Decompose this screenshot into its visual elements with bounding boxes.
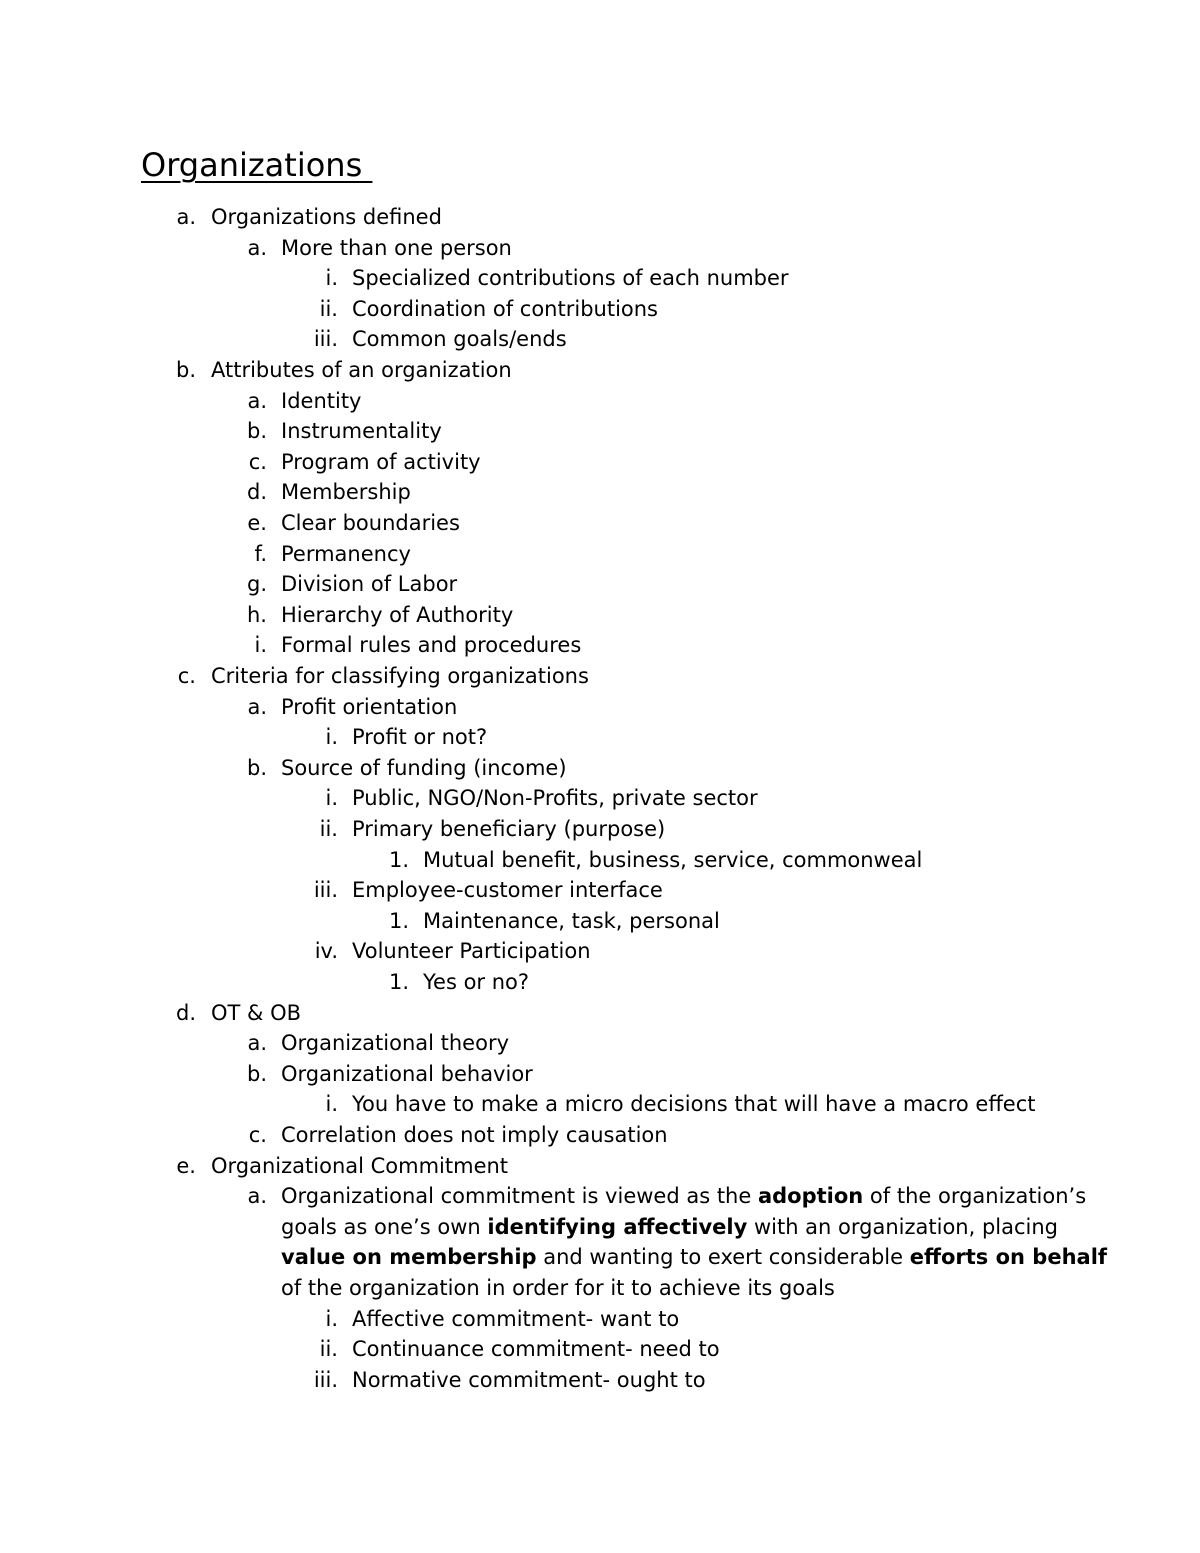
list-item-text: Membership: [281, 480, 411, 505]
list-marker: g.: [246, 572, 267, 597]
list-item-text: Primary beneficiary (purpose): [352, 817, 666, 841]
list-marker: ii.: [319, 296, 338, 321]
list-marker: b.: [175, 358, 196, 382]
list-marker: iii.: [313, 1367, 338, 1392]
list-marker: b.: [246, 1061, 267, 1086]
list-item-text: Maintenance, task, personal: [423, 908, 720, 933]
list-item-text: Specialized contributions of each number: [352, 266, 789, 291]
list-item-text: Coordination of contributions: [352, 296, 658, 321]
list-item-text: Organizational Commitment: [211, 1153, 509, 1178]
text-run: goals as one’s own: [281, 1214, 488, 1239]
list-marker: ii.: [319, 1337, 338, 1362]
text-run: and wanting to exert considerable: [536, 1245, 910, 1270]
list-item-text: Hierarchy of Authority: [281, 602, 514, 627]
list-marker: d.: [246, 480, 267, 505]
list-marker: d.: [175, 1000, 196, 1025]
list-item-text: [281, 1212, 1058, 1243]
list-marker: a.: [247, 235, 267, 260]
text-run: Organizational commitment is viewed as the: [281, 1184, 758, 1209]
list-marker: c.: [177, 664, 196, 688]
list-item-text: Common goals/ends: [352, 327, 567, 352]
bold-term: adoption: [757, 1184, 864, 1209]
list-marker: a.: [247, 694, 267, 719]
list-marker: 1.: [388, 970, 409, 994]
list-item-text: OT & OB: [211, 1000, 302, 1025]
list-marker: a.: [247, 1031, 267, 1056]
list-item-text: Public, NGO/Non-Profits, private sector: [352, 786, 758, 811]
list-item-text: Division of Labor: [281, 572, 458, 597]
list-item-text: Correlation does not imply causation: [281, 1123, 668, 1147]
text-run: of the organization’s: [863, 1184, 1087, 1209]
list-marker: iii.: [313, 878, 338, 903]
list-marker: iii.: [313, 327, 338, 352]
list-marker: i.: [325, 266, 338, 291]
list-item-text: Source of funding (income): [281, 755, 567, 780]
list-marker: i.: [325, 1306, 338, 1331]
text-run: of the organization in order for it to achieve its goals: [281, 1276, 835, 1300]
list-marker: h.: [247, 602, 267, 627]
list-marker: i.: [325, 725, 338, 750]
page-title: Organizations: [141, 146, 373, 184]
bold-term: identifying affectively: [487, 1214, 748, 1239]
list-marker: i.: [325, 1092, 338, 1117]
list-item-text: Identity: [281, 388, 362, 413]
bold-term: value on membership: [281, 1245, 537, 1270]
list-marker: a.: [247, 1184, 267, 1209]
list-marker: f.: [254, 541, 267, 566]
list-item-text: Continuance commitment- need to: [352, 1337, 720, 1362]
list-item-text: Yes or no?: [423, 970, 530, 994]
list-item-text: Volunteer Participation: [352, 939, 591, 964]
text-run: with an organization, placing: [747, 1214, 1059, 1239]
list-item-text: Criteria for classifying organizations: [211, 664, 589, 688]
list-marker: 1.: [388, 908, 409, 933]
list-item-text: Profit or not?: [352, 725, 488, 750]
list-item-text: Instrumentality: [281, 419, 442, 444]
list-item-text: Formal rules and procedures: [281, 633, 582, 658]
list-item-text: [281, 1181, 1086, 1212]
list-marker: i.: [254, 633, 267, 658]
list-marker: ii.: [319, 817, 338, 841]
list-item-text: [281, 1273, 835, 1304]
list-item-text: Profit orientation: [281, 694, 458, 719]
list-item-text: Organizational theory: [281, 1031, 510, 1056]
list-marker: 1.: [388, 847, 409, 872]
list-marker: a.: [176, 205, 196, 229]
list-item-text: Mutual benefit, business, service, commonweal: [423, 847, 923, 872]
list-item-text: More than one person: [281, 235, 512, 260]
list-item-text: Clear boundaries: [281, 511, 460, 535]
list-item-text: You have to make a micro decisions that will have a macro effect: [352, 1092, 1036, 1117]
list-marker: i.: [325, 786, 338, 811]
bold-term: efforts on behalf: [909, 1245, 1108, 1270]
list-item-text: [281, 1242, 1107, 1273]
list-marker: e.: [176, 1153, 196, 1178]
list-item-text: Affective commitment- want to: [352, 1306, 680, 1331]
list-item-text: Program of activity: [281, 449, 481, 474]
list-item-text: Attributes of an organization: [211, 358, 512, 382]
list-item-text: Normative commitment- ought to: [352, 1367, 706, 1392]
list-marker: c.: [248, 1123, 267, 1147]
list-marker: b.: [246, 755, 267, 780]
list-marker: iv.: [314, 939, 338, 964]
list-item-text: Permanency: [281, 541, 411, 566]
list-item-text: Employee-customer interface: [352, 878, 663, 903]
list-item-text: Organizations defined: [211, 205, 442, 229]
list-marker: e.: [247, 511, 267, 535]
list-marker: b.: [246, 419, 267, 444]
list-marker: a.: [247, 388, 267, 413]
list-item-text: Organizational behavior: [281, 1061, 533, 1086]
list-marker: c.: [248, 449, 267, 474]
